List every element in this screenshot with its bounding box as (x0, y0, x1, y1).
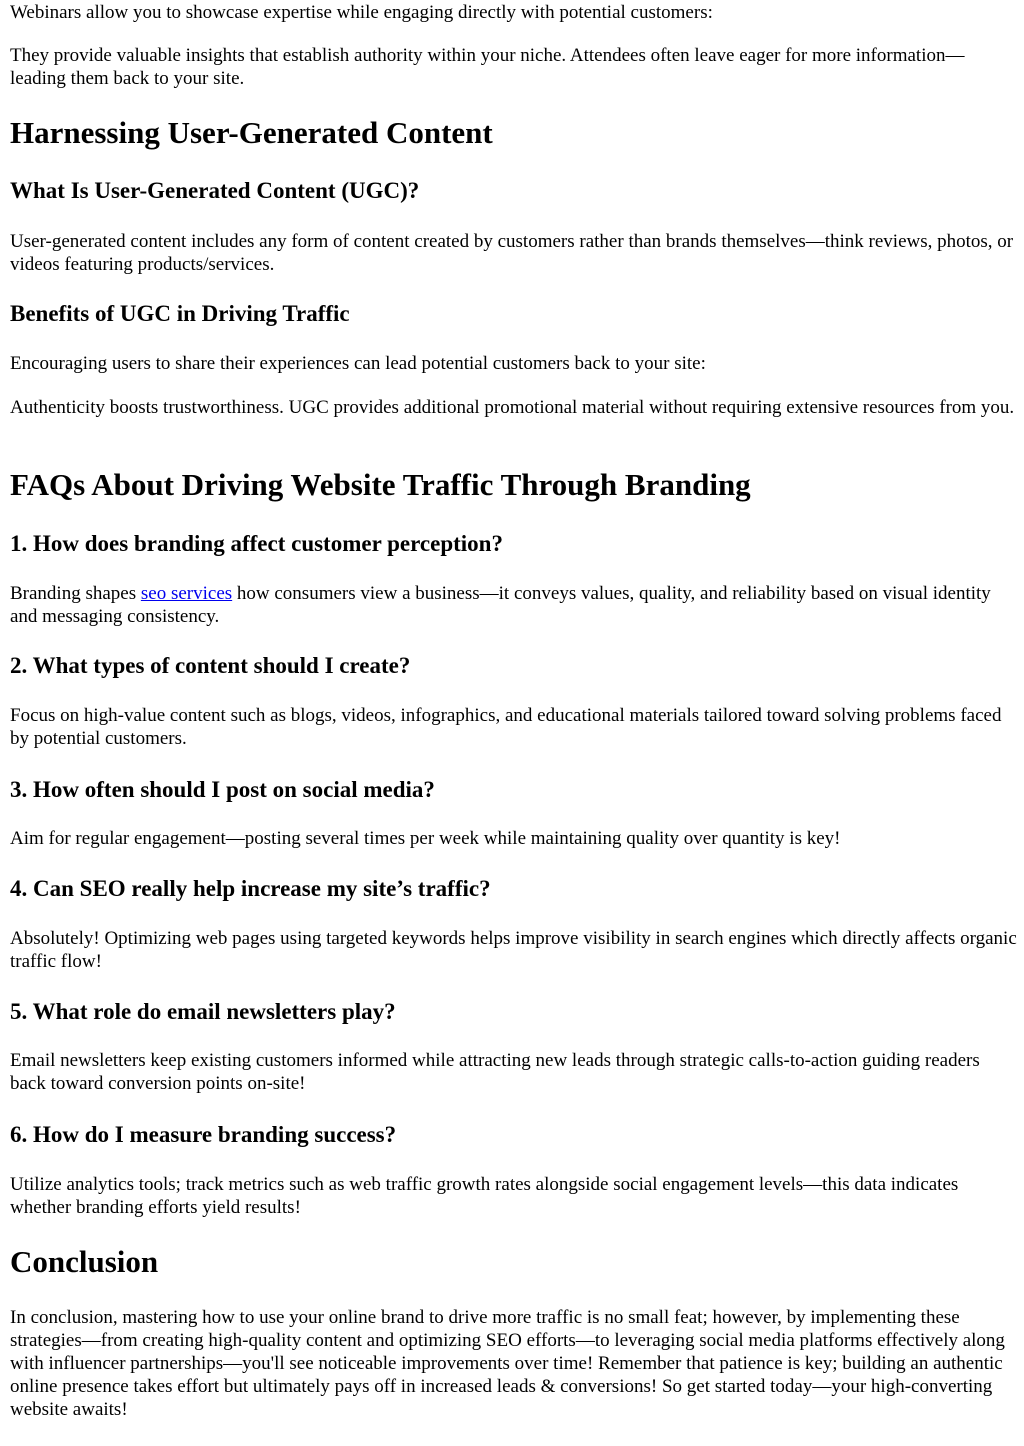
faq-5-answer: Email newsletters keep existing customers informed while attracting new leads through strategic calls-to-action guiding readers back toward conversion points on-site! (10, 1050, 980, 1094)
faq-6-answer: Utilize analytics tools; track metrics such as web traffic growth rates alongside social engagement levels—this data indicates whether branding efforts yield results! (10, 1174, 959, 1218)
faq-2-answer: Focus on high-value content such as blogs, videos, infographics, and educational materials tailored toward solving problems faced by potential customers. (10, 705, 1002, 749)
ugc-heading: Harnessing User-Generated Content (10, 115, 493, 150)
intro-paragraph-1: Webinars allow you to showcase expertise while engaging directly with potential customers: (10, 2, 713, 23)
faq-3-answer: Aim for regular engagement—posting several times per week while maintaining quality over quantity is key! (10, 828, 841, 849)
faq-1-answer-end: how consumers view a business—it conveys values, quality, and reliability based on visual identity and messaging consistency. (10, 583, 991, 627)
faq-4-question: 4. Can SEO really help increase my site’s traffic? (10, 876, 491, 901)
faq-5-question: 5. What role do email newsletters play? (10, 999, 396, 1024)
conclusion-heading: Conclusion (10, 1244, 159, 1279)
faq-1-answer-start: Branding shapes (10, 583, 141, 604)
faqs-heading: FAQs About Driving Website Traffic Through Branding (10, 467, 751, 502)
faq-6-question: 6. How do I measure branding success? (10, 1122, 397, 1147)
conclusion-paragraph: In conclusion, mastering how to use your online brand to drive more traffic is no small feat; however, by implementing these strategies—from creating high-quality content and optimizing SEO efforts—to leveraging social media platforms effectively along with influencer partnerships—you'll see noticeable improvements over time! Remember that patience is key; building an authentic online presence takes effort but ultimately pays off in increased leads & conversions! So get started today—your high-converting website awaits! (10, 1307, 1005, 1420)
ugc-benefits-paragraph-1: Encouraging users to share their experiences can lead potential customers back to your site: (10, 353, 706, 374)
ugc-benefits-heading: Benefits of UGC in Driving Traffic (10, 301, 350, 326)
intro-paragraph-2: They provide valuable insights that establish authority within your niche. Attendees often leave eager for more information—leading them back to your site. (10, 45, 965, 89)
ugc-what-paragraph: User-generated content includes any form of content created by customers rather than brands themselves—think reviews, photos, or videos featuring products/services. (10, 231, 1014, 275)
faq-3-question: 3. How often should I post on social media? (10, 777, 435, 802)
faq-2-question: 2. What types of content should I create? (10, 653, 411, 678)
ugc-what-heading: What Is User-Generated Content (UGC)? (10, 178, 420, 203)
faq-4-answer: Absolutely! Optimizing web pages using targeted keywords helps improve visibility in search engines which directly affects organic traffic flow! (10, 928, 1017, 972)
ugc-benefits-paragraph-2: Authenticity boosts trustworthiness. UGC provides additional promotional material without requiring extensive resources from you. (10, 397, 1015, 418)
faq-1-question: 1. How does branding affect customer perception? (10, 531, 503, 556)
seo-services-link[interactable]: seo services (140, 583, 233, 604)
faq-1-answer (10, 582, 1018, 628)
